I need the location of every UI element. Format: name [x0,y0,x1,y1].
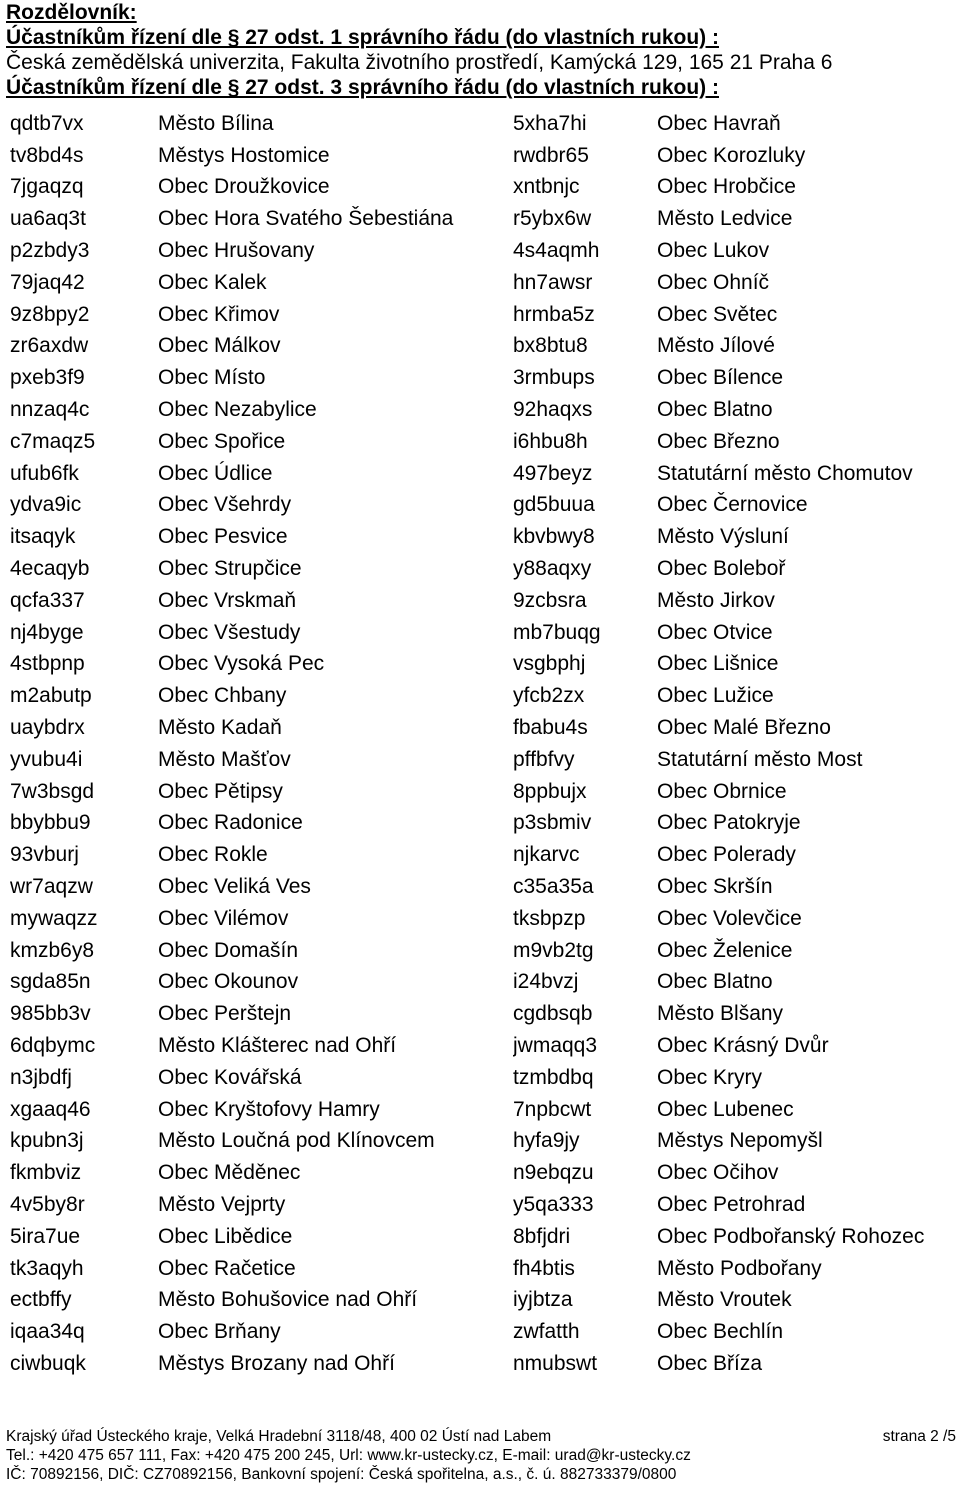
databox-id-right: hrmba5z [513,302,595,326]
databox-id-right: 4s4aqmh [513,239,600,263]
databox-id-right: 8ppbujx [513,779,587,803]
table-row [0,1157,960,1189]
municipality-name-right: Obec Hrobčice [657,175,796,199]
municipality-name-right: Obec Skršín [657,875,773,899]
municipality-name-left: Obec Chbany [158,684,287,708]
table-row [0,585,960,617]
table-row [0,1189,960,1221]
databox-id-right: tzmbdbq [513,1065,594,1089]
databox-id-left: kmzb6y8 [10,938,95,962]
municipality-name-left: Město Klášterec nad Ohří [158,1034,397,1057]
databox-id-left: 7w3bsgd [10,779,95,803]
databox-id-right: mb7buqg [513,620,601,644]
table-row [0,1348,960,1380]
municipality-name-right: Obec Bechlín [657,1320,784,1344]
databox-id-left: ciwbuqk [10,1351,86,1375]
municipality-name-right: Město Ledvice [657,207,793,231]
databox-id-left: nj4byge [10,620,84,644]
municipality-name-right: Město Jirkov [657,588,775,612]
table-row [0,998,960,1030]
table-row [0,680,960,712]
table-row [0,394,960,426]
municipality-name-right: Obec Lužice [657,684,774,708]
databox-id-right: y88aqxy [513,557,592,581]
municipality-name-left: Obec Místo [158,366,266,390]
footer-address: Krajský úřad Ústeckého kraje, Velká Hradební 3118/48, 400 02 Ústí nad Labem [6,1428,552,1445]
databox-id-right: nmubswt [513,1351,598,1375]
municipality-name-left: Město Bohušovice nad Ohří [158,1288,418,1312]
databox-id-right: pffbfvy [513,747,575,771]
table-row [0,140,960,172]
databox-id-right: fh4btis [513,1256,575,1280]
table-row [0,1062,960,1094]
table-row [0,299,960,331]
municipality-name-right: Obec Podbořanský Rohozec [657,1224,925,1248]
municipality-name-left: Obec Kovářská [158,1065,302,1089]
table-row [0,1221,960,1253]
table-row [0,458,960,490]
municipality-name-left: Obec Brňany [158,1320,281,1344]
databox-id-left: kpubn3j [10,1129,84,1153]
table-row [0,203,960,235]
municipality-name-left: Obec Račetice [158,1256,296,1280]
table-row [0,267,960,299]
databox-id-right: tksbpzp [513,906,586,930]
table-row [0,871,960,903]
table-row [0,744,960,776]
databox-id-right: fbabu4s [513,716,588,740]
table-row [0,1094,960,1126]
municipality-name-right: Obec Otvice [657,620,773,644]
databox-id-left: uaybdrx [10,716,85,740]
table-row [0,935,960,967]
table-row [0,521,960,553]
table-row [0,426,960,458]
databox-id-right: vsgbphj [513,652,586,676]
municipality-name-left: Obec Okounov [158,970,299,994]
municipality-name-right: Město Výsluní [657,525,789,549]
recipient-university: Česká zemědělská univerzita, Fakulta životního prostředí, Kamýcká 129, 165 21 Praha 6 [6,51,833,74]
municipality-name-left: Obec Málkov [158,334,281,358]
databox-id-left: bbybbu9 [10,811,91,835]
municipality-name-right: Obec Kryry [657,1065,763,1089]
databox-id-left: 93vburj [10,843,79,867]
municipality-name-left: Město Vejprty [158,1192,286,1216]
municipality-name-left: Obec Pětipsy [158,779,283,803]
table-row [0,1253,960,1285]
table-row [0,1316,960,1348]
databox-id-right: njkarvc [513,843,580,867]
municipality-name-right: Městys Nepomyšl [657,1129,823,1153]
databox-id-right: 7npbcwt [513,1097,592,1121]
municipality-name-left: Obec Všehrdy [158,493,292,517]
municipality-name-right: Obec Boleboř [657,557,786,581]
municipality-name-right: Obec Očihov [657,1161,779,1185]
databox-id-right: zwfatth [513,1320,580,1344]
table-row [0,712,960,744]
municipality-name-left: Město Mašťov [158,747,291,771]
databox-id-left: ua6aq3t [10,207,86,231]
databox-id-left: 7jgaqzq [10,175,84,199]
municipality-name-right: Statutární město Chomutov [657,461,913,485]
section-heading-para1: Účastníkům řízení dle § 27 odst. 1 správního řádu (do vlastních rukou) : [6,26,719,49]
table-row [0,331,960,363]
municipality-name-right: Obec Obrnice [657,779,787,803]
databox-id-right: bx8btu8 [513,334,588,358]
databox-id-left: c7maqz5 [10,429,96,453]
municipality-name-left: Obec Měděnec [158,1161,301,1185]
table-row [0,967,960,999]
table-row [0,172,960,204]
table-row [0,235,960,267]
databox-id-right: 5xha7hi [513,111,587,135]
databox-id-left: wr7aqzw [10,875,93,899]
table-row [0,1030,960,1062]
municipality-name-left: Obec Nezabylice [158,398,317,422]
databox-id-left: 4ecaqyb [10,557,90,581]
databox-id-left: 4stbpnp [10,652,85,676]
recipients-table [0,108,960,1380]
municipality-name-left: Obec Perštejn [158,1002,292,1026]
municipality-name-left: Městys Brozany nad Ohří [158,1351,395,1375]
page-footer [6,1427,956,1484]
table-row [0,362,960,394]
table-row [0,108,960,140]
municipality-name-left: Obec Veliká Ves [158,875,311,899]
databox-id-right: xntbnjc [513,175,580,199]
municipality-name-right: Obec Krásný Dvůr [657,1034,829,1057]
municipality-name-right: Statutární město Most [657,747,863,771]
databox-id-left: fkmbviz [10,1161,82,1185]
databox-id-right: hyfa9jy [513,1129,580,1153]
municipality-name-left: Městys Hostomice [158,143,330,167]
databox-id-right: y5qa333 [513,1192,594,1216]
municipality-name-right: Obec Bílence [657,366,784,390]
municipality-name-right: Obec Petrohrad [657,1192,806,1216]
municipality-name-left: Obec Domašín [158,938,299,962]
table-row [0,490,960,522]
databox-id-left: 5ira7ue [10,1224,81,1248]
table-row [0,649,960,681]
databox-id-right: jwmaqq3 [513,1034,598,1057]
municipality-name-left: Obec Spořice [158,429,286,453]
municipality-name-right: Obec Ohníč [657,270,770,294]
databox-id-right: r5ybx6w [513,207,592,231]
databox-id-left: 6dqbymc [10,1034,96,1057]
municipality-name-left: Město Bílina [158,111,274,135]
table-row [0,776,960,808]
databox-id-left: yvubu4i [10,747,83,771]
table-row [0,553,960,585]
databox-id-right: cgdbsqb [513,1002,593,1026]
municipality-name-left: Obec Vrskmaň [158,588,297,612]
municipality-name-right: Město Vroutek [657,1288,792,1312]
municipality-name-right: Obec Lubenec [657,1097,794,1121]
municipality-name-right: Obec Blatno [657,398,773,422]
databox-id-left: sgda85n [10,970,91,994]
databox-id-left: iqaa34q [10,1320,85,1344]
databox-id-left: itsaqyk [10,525,76,549]
municipality-name-right: Obec Černovice [657,493,808,517]
databox-id-left: qcfa337 [10,588,85,612]
municipality-name-right: Obec Želenice [657,938,793,962]
municipality-name-left: Obec Rokle [158,843,268,867]
municipality-name-right: Obec Blatno [657,970,773,994]
databox-id-right: iyjbtza [513,1288,573,1312]
footer-ids: IČ: 70892156, DIČ: CZ70892156, Bankovní spojení: Česká spořitelna, a.s., č. ú. 882733379/0800 [6,1466,677,1483]
municipality-name-left: Obec Strupčice [158,557,302,581]
databox-id-left: ufub6fk [10,461,79,485]
recipients-table-body [0,108,960,1380]
table-row [0,1284,960,1316]
databox-id-right: 497beyz [513,461,593,485]
municipality-name-right: Obec Korozluky [657,143,806,167]
municipality-name-right: Obec Lišnice [657,652,779,676]
databox-id-left: nnzaq4c [10,398,90,422]
municipality-name-left: Obec Hrušovany [158,239,315,263]
databox-id-right: c35a35a [513,875,594,899]
databox-id-right: p3sbmiv [513,811,592,835]
databox-id-right: gd5buua [513,493,595,517]
municipality-name-right: Obec Březno [657,429,780,453]
footer-contacts: Tel.: +420 475 657 111, Fax: +420 475 200 245, Url: www.kr-ustecky.cz, E-mail: urad@kr-ustecky.cz [6,1447,691,1464]
municipality-name-left: Obec Kryštofovy Hamry [158,1097,380,1121]
municipality-name-left: Obec Droužkovice [158,175,330,199]
table-row [0,617,960,649]
municipality-name-left: Obec Hora Svatého Šebestiána [158,207,454,231]
databox-id-right: i24bvzj [513,970,579,994]
table-row [0,839,960,871]
databox-id-left: zr6axdw [10,334,89,358]
municipality-name-left: Obec Vilémov [158,906,289,930]
databox-id-left: ydva9ic [10,493,82,517]
municipality-name-right: Obec Polerady [657,843,796,867]
databox-id-right: 3rmbups [513,366,595,390]
databox-id-right: m9vb2tg [513,938,594,962]
databox-id-right: 9zcbsra [513,588,587,612]
databox-id-left: 9z8bpy2 [10,302,90,326]
municipality-name-right: Město Podbořany [657,1256,822,1280]
municipality-name-right: Obec Malé Březno [657,716,831,740]
municipality-name-right: Město Jílové [657,334,775,358]
databox-id-left: 985bb3v [10,1002,91,1026]
municipality-name-right: Obec Světec [657,302,778,326]
municipality-name-right: Obec Havraň [657,111,781,135]
municipality-name-left: Město Kadaň [158,716,282,740]
databox-id-left: p2zbdy3 [10,239,90,263]
municipality-name-left: Obec Údlice [158,461,273,485]
municipality-name-right: Obec Bříza [657,1351,763,1375]
municipality-name-right: Obec Lukov [657,239,770,263]
databox-id-left: tv8bd4s [10,143,84,167]
municipality-name-left: Obec Libědice [158,1224,293,1248]
municipality-name-right: Obec Volevčice [657,906,802,930]
databox-id-left: tk3aqyh [10,1256,84,1280]
databox-id-left: ectbffy [10,1288,72,1312]
municipality-name-right: Obec Patokryje [657,811,801,835]
databox-id-left: m2abutp [10,684,92,708]
databox-id-left: qdtb7vx [10,111,84,135]
databox-id-right: i6hbu8h [513,429,588,453]
databox-id-left: 4v5by8r [10,1192,85,1216]
distribution-list-title: Rozdělovník: [6,1,137,24]
databox-id-left: n3jbdfj [10,1065,72,1089]
municipality-name-left: Město Loučná pod Klínovcem [158,1129,435,1153]
databox-id-right: 92haqxs [513,398,593,422]
databox-id-right: kbvbwy8 [513,525,595,549]
databox-id-right: rwdbr65 [513,143,589,167]
databox-id-right: yfcb2zx [513,684,585,708]
databox-id-right: n9ebqzu [513,1161,594,1185]
databox-id-left: mywaqzz [10,906,98,930]
table-row [0,808,960,840]
databox-id-right: 8bfjdri [513,1224,571,1248]
table-row [0,1126,960,1158]
databox-id-right: hn7awsr [513,270,593,294]
municipality-name-left: Obec Kalek [158,270,267,294]
databox-id-left: xgaaq46 [10,1097,91,1121]
municipality-name-left: Obec Pesvice [158,525,288,549]
municipality-name-left: Obec Všestudy [158,620,301,644]
databox-id-left: pxeb3f9 [10,366,85,390]
table-row [0,903,960,935]
document-header [6,0,956,100]
municipality-name-left: Obec Křimov [158,302,280,326]
municipality-name-left: Obec Radonice [158,811,303,835]
municipality-name-left: Obec Vysoká Pec [158,652,325,676]
municipality-name-right: Město Blšany [657,1002,784,1026]
page-number: strana 2 /5 [882,1428,956,1445]
section-heading-para3: Účastníkům řízení dle § 27 odst. 3 správního řádu (do vlastních rukou) : [6,76,719,99]
databox-id-left: 79jaq42 [10,270,85,294]
